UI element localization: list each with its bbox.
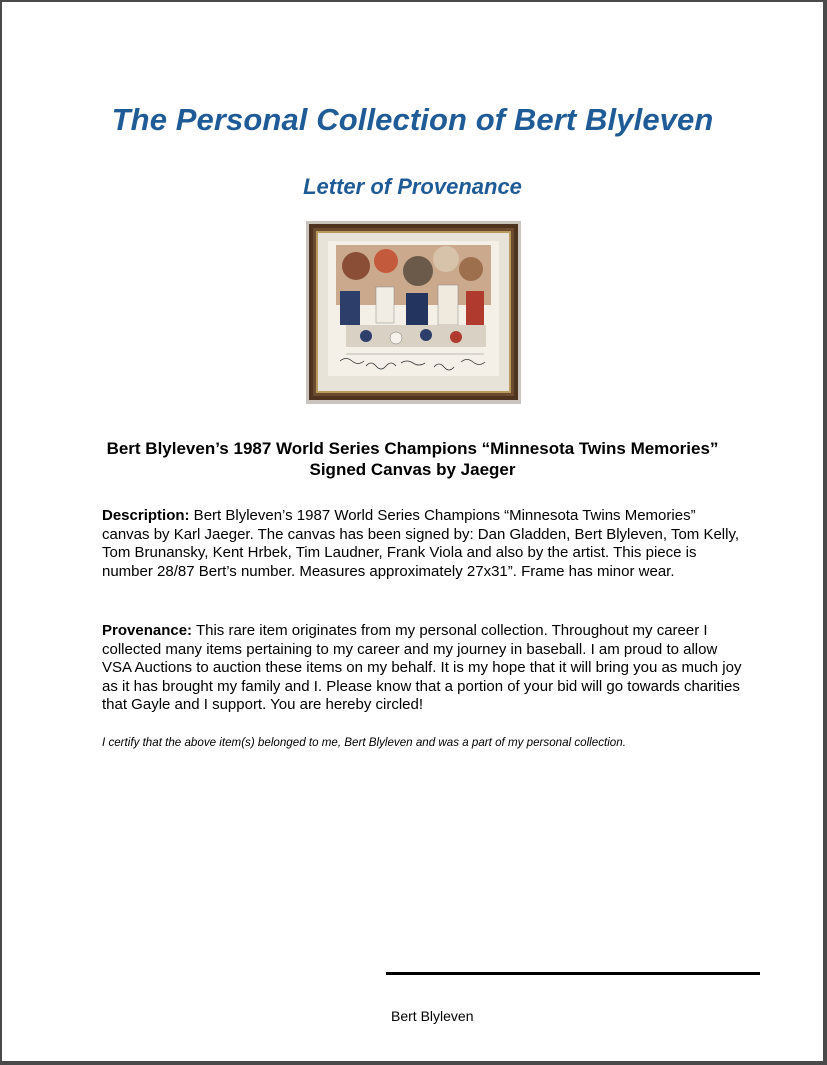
art-player-1 (340, 291, 360, 325)
signature-name: Bert Blyleven (391, 1008, 474, 1024)
art-player-5 (466, 291, 484, 325)
art-small-figure-3 (420, 329, 432, 341)
certification-statement: I certify that the above item(s) belonged to me, Bert Blyleven and was a part of my personal collection. (102, 736, 626, 749)
signature-line (386, 972, 760, 975)
art-small-figure-1 (360, 330, 372, 342)
art-player-3 (406, 293, 428, 327)
art-player-2 (376, 287, 394, 323)
art-figure-1 (342, 252, 370, 280)
art-small-figure-2 (390, 332, 402, 344)
framed-canvas-photo (306, 221, 521, 404)
art-figure-2 (374, 249, 398, 273)
page-subtitle: Letter of Provenance (303, 174, 522, 199)
art-figure-4 (433, 246, 459, 272)
description-text: Bert Blyleven’s 1987 World Series Champions “Minnesota Twins Memories” canvas by Karl Jaeger. The canvas has been signed by: Dan Gladden, Bert Blyleven, Tom Kelly, Tom Brunansky, Kent Hrbek, Tim Laudner, Frank Viola and also by the artist. This piece is number 28/87 Bert’s number. Measures approximately 27x31”. Frame has minor wear. (102, 507, 740, 580)
art-small-figure-4 (450, 331, 462, 343)
art-figure-5 (459, 257, 483, 281)
document-page (2, 2, 823, 1061)
provenance-text: This rare item originates from my personal collection. Throughout my career I collected many items pertaining to my career and my journey in baseball. I am proud to allow VSA Auctions to auction these items on my behalf. It is my hope that it will bring you as much joy as it has brought my family and I. Please know that a portion of your bid will go towards charities that Gayle and I support. You are hereby circled! (102, 622, 742, 713)
provenance-label: Provenance: (102, 622, 193, 639)
provenance-paragraph (102, 622, 742, 715)
description-paragraph (102, 507, 742, 581)
page-title: The Personal Collection of Bert Blyleven (111, 102, 714, 137)
description-label: Description: (102, 507, 190, 524)
item-title: Bert Blyleven’s 1987 World Series Champions “Minnesota Twins Memories” Signed Canvas by Jaeger (106, 439, 719, 479)
art-player-4 (438, 285, 458, 325)
art-figure-3 (403, 256, 433, 286)
